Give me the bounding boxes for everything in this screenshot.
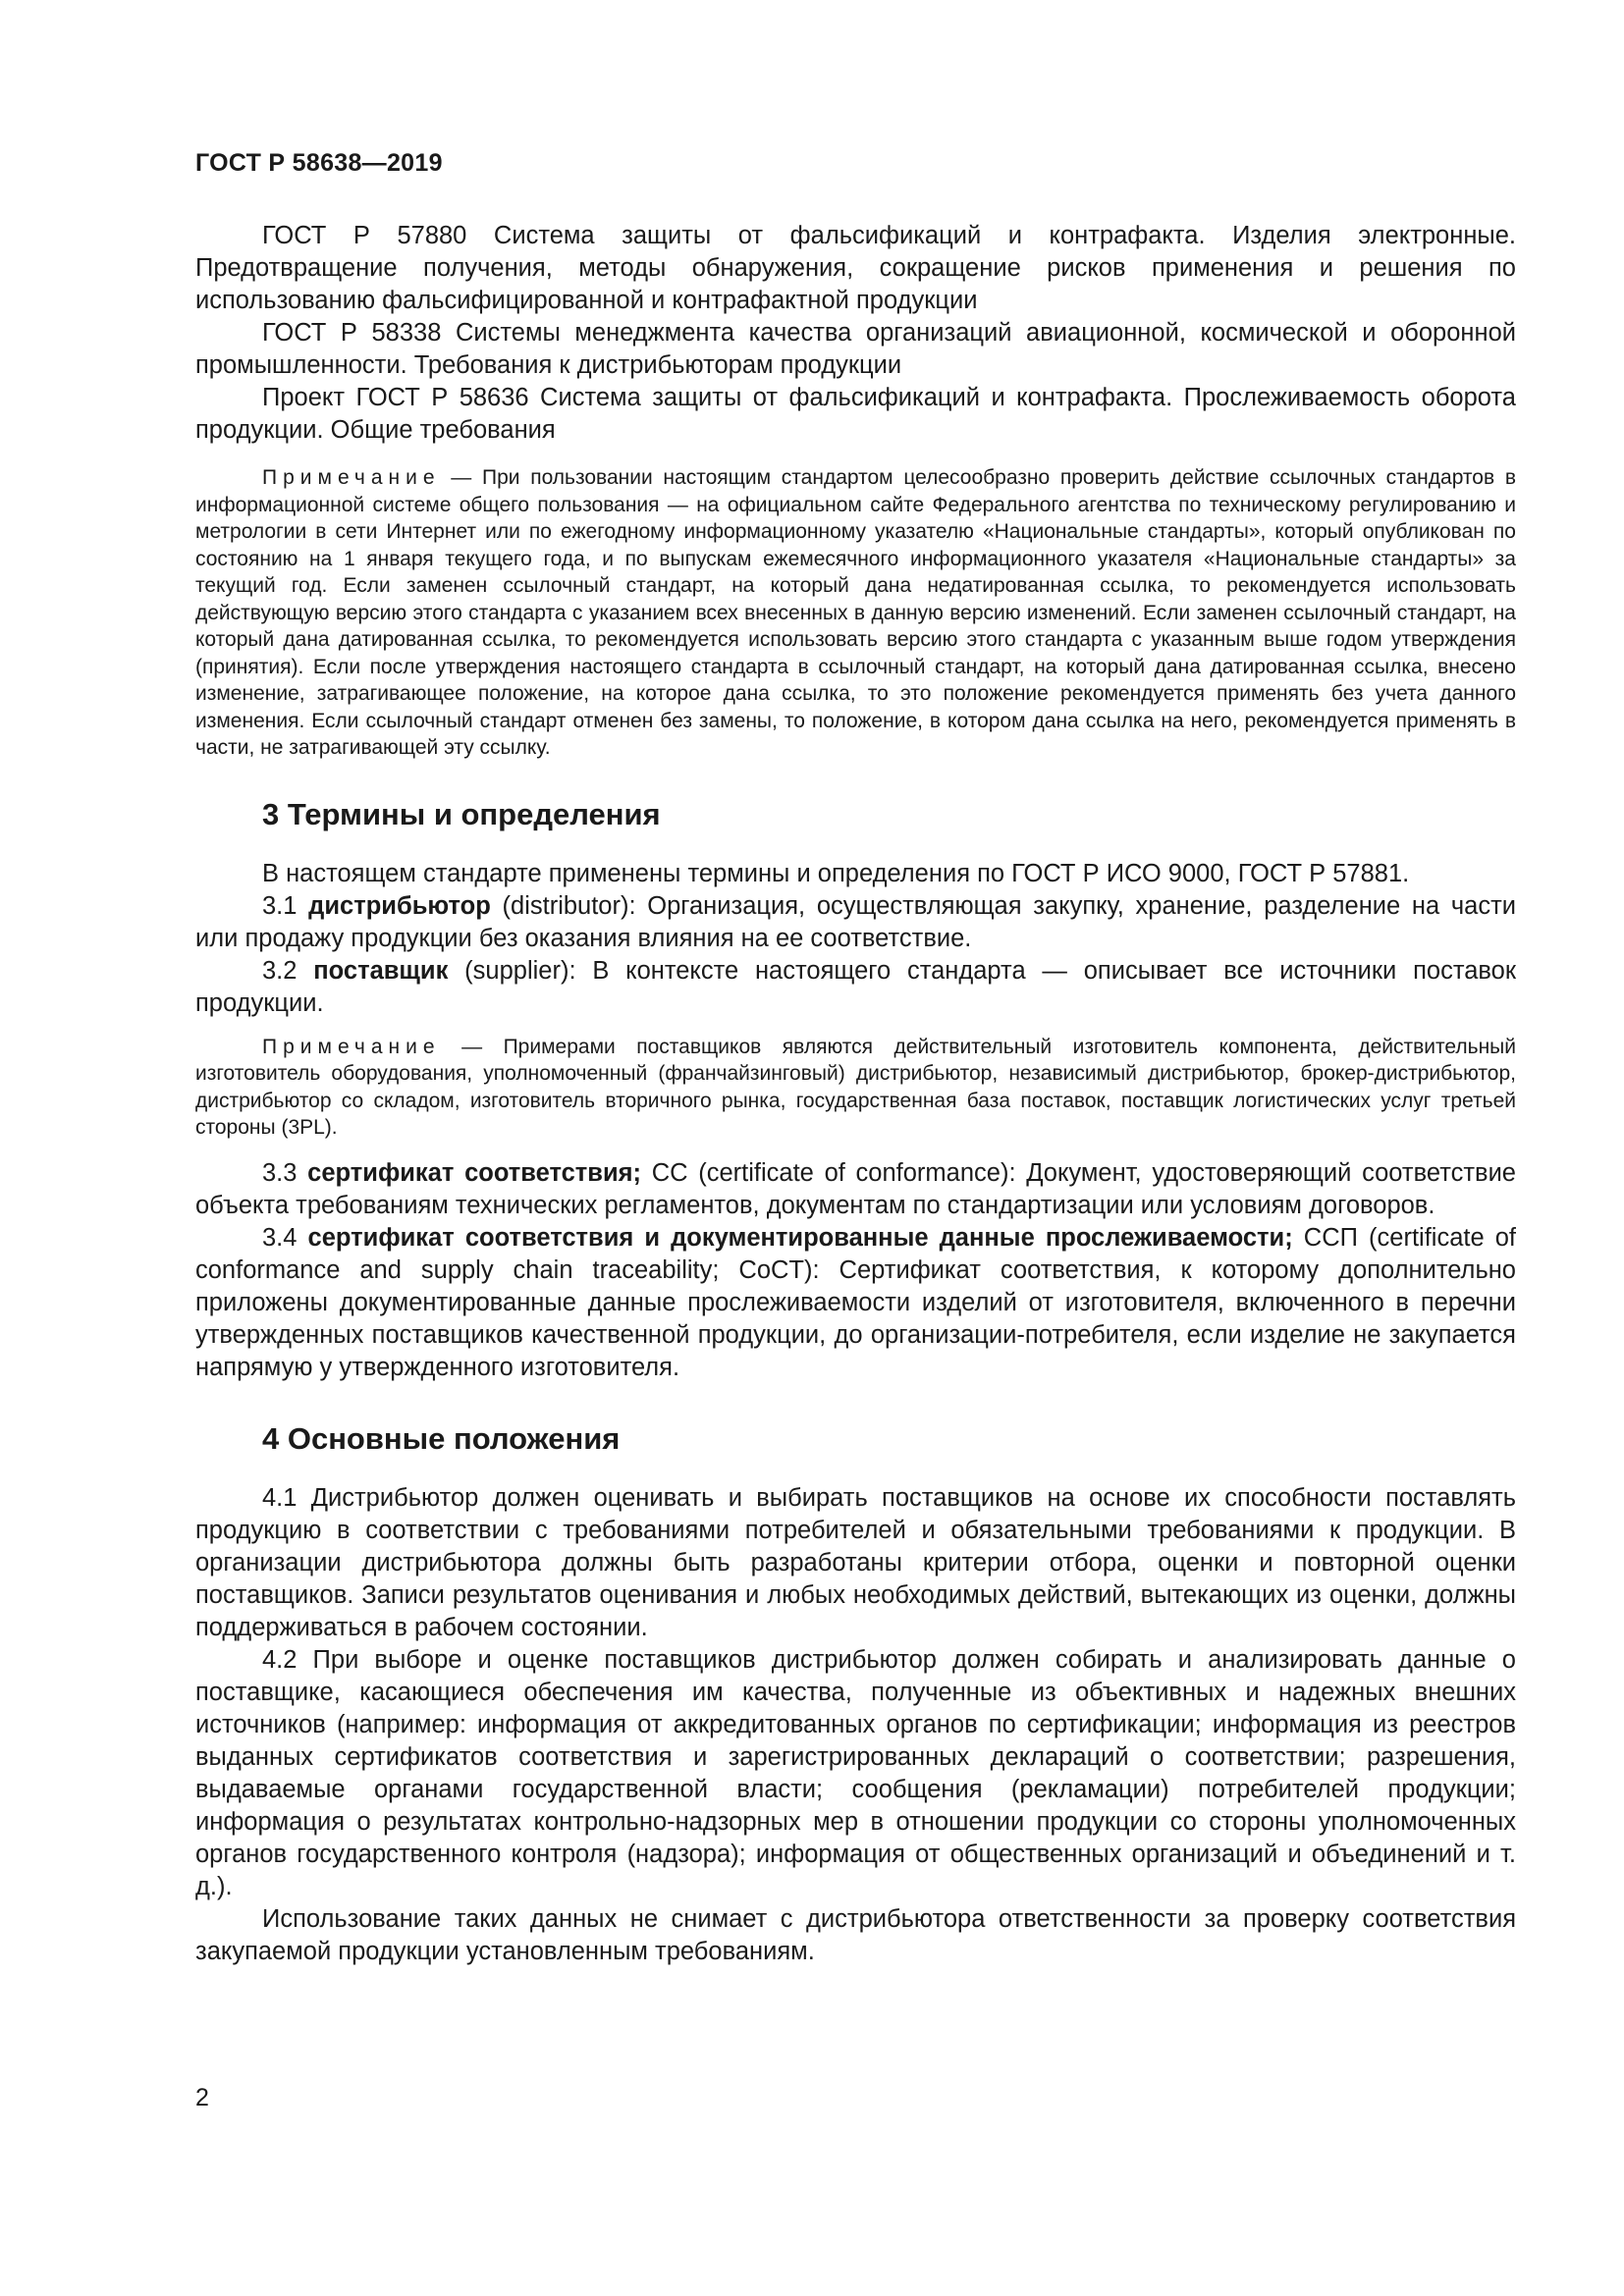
note-suppliers bbox=[195, 1034, 1516, 1142]
note-label: Примечание bbox=[262, 466, 441, 489]
document-body bbox=[195, 220, 1516, 1968]
term-definition: (supplier): В контексте настоящего стандарта — описывает все источники поставок продукции. bbox=[195, 956, 1516, 1017]
term-name: дистрибьютор bbox=[308, 891, 491, 920]
term-number: 3.4 bbox=[262, 1223, 308, 1252]
clause-4-2: 4.2 При выборе и оценке поставщиков дистрибьютор должен собирать и анализировать данные о поставщике, касающиеся обеспечения им качества, полученные из объективных и надежных внешних источников (например: информация от аккредитованных органов по сертификации; информация из реестров выданных сертификатов соответствия и зарегистрированных деклараций о соответствии; разрешения, выдаваемые органами государственной власти; сообщения (рекламации) потребителей продукции; информация о результатах контрольно-надзорных мер в отношении продукции со стороны уполномоченных органов государственного контроля (надзора); информация от общественных организаций и объединений и т. д.). bbox=[195, 1645, 1516, 1900]
normative-ref-58338: ГОСТ Р 58338 Системы менеджмента качества организаций авиационной, космической и оборонной промышленности. Требования к дистрибьюторам продукции bbox=[195, 319, 1516, 379]
term-number: 3.3 bbox=[262, 1158, 308, 1187]
term-3-3 bbox=[195, 1157, 1516, 1222]
clause-4-1: 4.1 Дистрибьютор должен оценивать и выбирать поставщиков на основе их способности поставлять продукцию в соответствии с требованиями потребителей и обязательными требованиями к продукции. В организации дистрибьютора должны быть разработаны критерии отбора, оценки и повторной оценки поставщиков. Записи результатов оценивания и любых необходимых действий, вытекающих из оценки, должны поддерживаться в рабочем состоянии. bbox=[195, 1483, 1516, 1641]
term-name: сертификат соответствия и документированные данные прослеживаемости; bbox=[307, 1223, 1293, 1252]
term-number: 3.1 bbox=[262, 891, 309, 920]
term-name: сертификат соответствия; bbox=[307, 1158, 641, 1187]
normative-ref-58636: Проект ГОСТ Р 58636 Система защиты от фальсификаций и контрафакта. Прослеживаемость оборота продукции. Общие требования bbox=[195, 384, 1516, 444]
term-definition: ССП (certificate of conformance and supply chain traceability; CoCT): Сертификат соответствия, к которому дополнительно приложены документированные данные прослеживаемости изделий от изготовителя, включенного в перечни утвержденных поставщиков качественной продукции, до организации-потребителя, если изделие не закупается напрямую у утвержденного изготовителя. bbox=[195, 1223, 1516, 1381]
section-4-heading: 4 Основные положения bbox=[262, 1420, 621, 1456]
term-definition: (distributor): Организация, осуществляющая закупку, хранение, разделение на части или продажу продукции без оказания влияния на ее соответствие. bbox=[195, 891, 1516, 952]
term-3-4 bbox=[195, 1222, 1516, 1384]
note-text: — Примерами поставщиков являются действительный изготовитель компонента, действительный изготовитель оборудования, уполномоченный (франчайзинговый) дистрибьютор, независимый дистрибьютор, брокер-дистрибьютор, дистрибьютор со складом, изготовитель вторичного рынка, государственная база поставок, поставщик логистических услуг третьей стороны (3PL). bbox=[195, 1035, 1516, 1139]
term-3-2 bbox=[195, 955, 1516, 1020]
section-3-heading: 3 Термины и определения bbox=[262, 796, 661, 831]
section-3-intro: В настоящем стандарте применены термины и определения по ГОСТ Р ИСО 9000, ГОСТ Р 57881. bbox=[262, 859, 1410, 887]
normative-ref-57880: ГОСТ Р 57880 Система защиты от фальсификаций и контрафакта. Изделия электронные. Предотвращение получения, методы обнаружения, сокращение рисков применения и решения по использованию фальсифицированной и контрафактной продукции bbox=[195, 222, 1516, 314]
term-number: 3.2 bbox=[262, 956, 314, 985]
clause-4-2-continued: Использование таких данных не снимает с дистрибьютора ответственности за проверку соответствия закупаемой продукции установленным требованиям. bbox=[195, 1904, 1516, 1965]
note-references bbox=[195, 464, 1516, 762]
note-label: Примечание bbox=[262, 1035, 441, 1058]
term-definition: CC (certificate of conformance): Документ, удостоверяющий соответствие объекта требованиям технических регламентов, документам по стандартизации или условиям договоров. bbox=[195, 1158, 1516, 1219]
document-header: ГОСТ Р 58638—2019 bbox=[195, 149, 443, 177]
term-name: поставщик bbox=[313, 956, 449, 985]
note-text: — При пользовании настоящим стандартом целесообразно проверить действие ссылочных стандартов в информационной системе общего пользования — на официальном сайте Федерального агентства по техническому регулированию и метрологии в сети Интернет или по ежегодному информационному указателю «Национальные стандарты», который опубликован по состоянию на 1 января текущего года, и по выпускам ежемесячного информационного указателя «Национальные стандарты» за текущий год. Если заменен ссылочный стандарт, на который дана недатированная ссылка, то рекомендуется использовать действующую версию этого стандарта с указанием всех внесенных в данную версию изменений. Если заменен ссылочный стандарт, на который дана датированная ссылка, то рекомендуется использовать версию этого стандарта с указанным выше годом утверждения (принятия). Если после утверждения настоящего стандарта в ссылочный стандарт, на который дана датированная ссылка, внесено изменение, затрагивающее положение, на которое дана ссылка, то это положение рекомендуется применять без учета данного изменения. Если ссылочный стандарт отменен без замены, то положение, в котором дана ссылка на него, рекомендуется применять в части, не затрагивающей эту ссылку. bbox=[195, 466, 1516, 759]
term-3-1 bbox=[195, 890, 1516, 955]
page-number: 2 bbox=[195, 2084, 209, 2111]
